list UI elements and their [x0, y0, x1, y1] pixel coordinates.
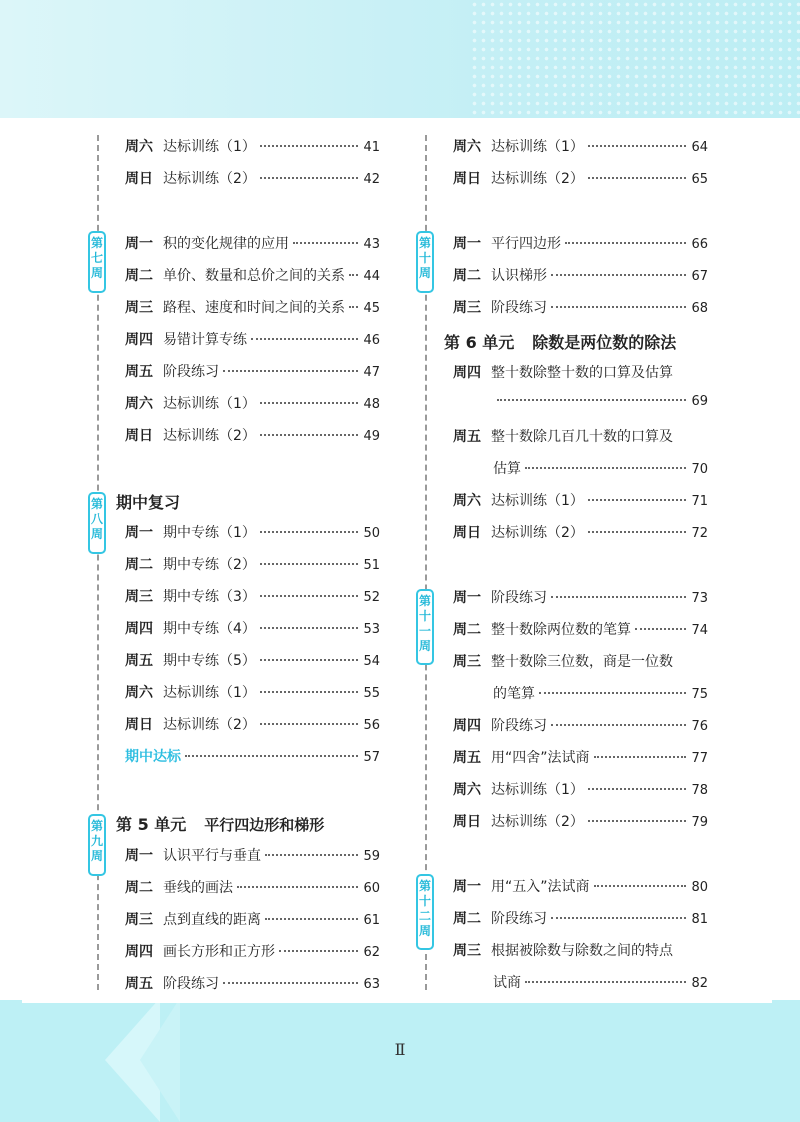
dot-leader [279, 950, 358, 952]
entry-title: 达标训练（2） [491, 171, 584, 187]
page-number: 50 [363, 526, 380, 541]
dot-leader [594, 756, 686, 758]
page-number: 81 [691, 912, 708, 927]
toc-row[interactable] [125, 522, 380, 542]
entry-title: 积的变化规律的应用 [163, 236, 289, 252]
day-label: 周二 [453, 268, 481, 284]
dot-leader [525, 467, 686, 469]
unit-number: 第 5 单元 [116, 815, 187, 834]
page-number: 57 [363, 750, 380, 765]
toc-row[interactable] [453, 168, 708, 188]
page-number: 75 [691, 687, 708, 702]
page-number: 41 [363, 140, 380, 155]
dot-leader [588, 499, 686, 501]
day-label: 周五 [125, 364, 153, 380]
dot-leader [260, 723, 358, 725]
dot-leader [260, 691, 358, 693]
day-label: 周一 [125, 848, 153, 864]
toc-row[interactable] [453, 908, 708, 928]
day-label: 周二 [125, 268, 153, 284]
page-number: 49 [363, 429, 380, 444]
page-number: 52 [363, 590, 380, 605]
page-number: 69 [691, 394, 708, 409]
page-number: 48 [363, 397, 380, 412]
page-number: 82 [691, 976, 708, 991]
page-number: 54 [363, 654, 380, 669]
entry-title: 单价、数量和总价之间的关系 [163, 268, 345, 284]
toc-row[interactable] [125, 845, 380, 865]
toc-row-midterm[interactable] [125, 746, 380, 766]
toc-row[interactable] [453, 490, 708, 510]
page-number: 60 [363, 881, 380, 896]
week-tag-7: 第七周 [88, 231, 106, 293]
entry-title: 点到直线的距离 [163, 912, 261, 928]
page-number: 42 [363, 172, 380, 187]
dot-leader [551, 306, 686, 308]
dot-leader [260, 563, 358, 565]
toc-row[interactable] [453, 265, 708, 285]
day-label: 周六 [125, 396, 153, 412]
day-label: 周一 [453, 236, 481, 252]
dot-leader [565, 242, 686, 244]
dot-leader [588, 820, 686, 822]
entry-title: 整十数除几百几十数的口算及 [491, 429, 673, 445]
entry-title: 达标训练（1） [163, 685, 256, 701]
week-tag-11: 第十一周 [416, 589, 434, 665]
day-label: 周日 [453, 814, 481, 830]
day-label: 周三 [125, 912, 153, 928]
page-number: 53 [363, 622, 380, 637]
day-label: 周五 [453, 750, 481, 766]
unit-number: 第 6 单元 [444, 333, 515, 352]
dot-leader [635, 628, 686, 630]
entry-title: 期中专练（5） [163, 653, 256, 669]
entry-title: 易错计算专练 [163, 332, 247, 348]
day-label: 周日 [453, 525, 481, 541]
day-label: 周二 [125, 880, 153, 896]
entry-title: 整十数除整十数的口算及估算 [491, 365, 673, 381]
entry-title: 画长方形和正方形 [163, 944, 275, 960]
day-label: 周五 [125, 976, 153, 992]
dot-leader [588, 177, 686, 179]
entry-title: 阶段练习 [163, 976, 219, 992]
page-number: 47 [363, 365, 380, 380]
day-label: 周六 [125, 139, 153, 155]
toc-row[interactable] [125, 682, 380, 702]
page-number: 63 [363, 977, 380, 992]
entry-title: 达标训练（2） [163, 171, 256, 187]
page-number: 72 [691, 526, 708, 541]
unit-name: 平行四边形和梯形 [204, 816, 325, 834]
day-label: 周三 [453, 654, 481, 670]
page-number: 80 [691, 880, 708, 895]
page-number: 66 [691, 237, 708, 252]
page-number: 56 [363, 718, 380, 733]
dot-leader [260, 659, 358, 661]
day-label: 周六 [453, 493, 481, 509]
entry-title: 阶段练习 [491, 300, 547, 316]
toc-row[interactable] [125, 425, 380, 445]
dot-leader [539, 692, 686, 694]
page-number: 71 [691, 494, 708, 509]
day-label: 周日 [125, 717, 153, 733]
dot-leader [260, 595, 358, 597]
entry-title: 期中专练（1） [163, 525, 256, 541]
dot-leader [223, 982, 358, 984]
page-number: 43 [363, 237, 380, 252]
day-label: 周三 [453, 943, 481, 959]
entry-title: 达标训练（1） [491, 139, 584, 155]
day-label: 周日 [453, 171, 481, 187]
day-label: 周二 [125, 557, 153, 573]
page-number: 61 [363, 913, 380, 928]
dot-leader [260, 434, 358, 436]
dot-leader [349, 306, 358, 308]
page-number: 76 [691, 719, 708, 734]
page-number: 65 [691, 172, 708, 187]
day-label: 周三 [125, 300, 153, 316]
toc-row[interactable] [453, 426, 708, 446]
entry-title: 期中专练（4） [163, 621, 256, 637]
entry-title: 达标训练（2） [163, 717, 256, 733]
entry-title: 用“四舍”法试商 [491, 750, 590, 766]
dot-leader [588, 145, 686, 147]
day-label: 周一 [125, 525, 153, 541]
entry-title: 阶段练习 [491, 718, 547, 734]
page-number: 51 [363, 558, 380, 573]
entry-title: 达标训练（2） [491, 525, 584, 541]
day-label: 周一 [125, 236, 153, 252]
dot-leader [349, 274, 358, 276]
week-tag-8: 第八周 [88, 492, 106, 554]
toc-row[interactable] [453, 362, 708, 382]
day-label: 周四 [125, 944, 153, 960]
page-number: 73 [691, 591, 708, 606]
toc-row[interactable] [125, 650, 380, 670]
toc-row[interactable] [125, 941, 380, 961]
dot-leader [223, 370, 358, 372]
entry-title: 路程、速度和时间之间的关系 [163, 300, 345, 316]
entry-title: 期中达标 [125, 749, 181, 765]
toc-row[interactable] [453, 779, 708, 799]
page-number: 59 [363, 849, 380, 864]
dot-leader [265, 918, 358, 920]
toc-row[interactable] [125, 393, 380, 413]
toc-row[interactable] [453, 587, 708, 607]
chevron-decoration-icon [140, 998, 180, 1122]
section-heading: 期中复习 [116, 493, 181, 512]
toc-row[interactable] [125, 265, 380, 285]
toc-row[interactable] [453, 136, 708, 156]
entry-title: 整十数除三位数，商是一位数 [491, 654, 673, 670]
toc-row[interactable] [125, 329, 380, 349]
toc-row-continuation[interactable] [493, 394, 708, 409]
dot-leader [265, 854, 358, 856]
day-label: 周六 [125, 685, 153, 701]
week-tag-12: 第十二周 [416, 874, 434, 950]
page-number: 79 [691, 815, 708, 830]
entry-title: 阶段练习 [491, 911, 547, 927]
entry-title: 用“五入”法试商 [491, 879, 590, 895]
toc-row[interactable] [453, 747, 708, 767]
dot-leader [260, 402, 358, 404]
entry-title: 认识梯形 [491, 268, 547, 284]
day-label: 周四 [125, 332, 153, 348]
dot-leader [237, 886, 358, 888]
entry-title: 期中专练（2） [163, 557, 256, 573]
unit-heading [116, 812, 324, 835]
day-label: 周二 [453, 622, 481, 638]
entry-title: 达标训练（1） [163, 396, 256, 412]
entry-title: 的笔算 [493, 686, 535, 702]
page-number: 64 [691, 140, 708, 155]
dot-leader [260, 531, 358, 533]
page-number: 46 [363, 333, 380, 348]
toc-row[interactable] [125, 361, 380, 381]
day-label: 周四 [453, 718, 481, 734]
dot-leader [293, 242, 358, 244]
toc-row[interactable] [453, 233, 708, 253]
page-number: 44 [363, 269, 380, 284]
page-number: 70 [691, 462, 708, 477]
day-label: 周六 [453, 782, 481, 798]
toc-row[interactable] [453, 297, 708, 317]
unit-name: 除数是两位数的除法 [532, 333, 677, 352]
day-label: 周日 [125, 428, 153, 444]
toc-row-continuation[interactable] [493, 683, 708, 703]
day-label: 周日 [125, 171, 153, 187]
dot-leader [260, 145, 358, 147]
toc-row-continuation[interactable] [493, 458, 708, 478]
dot-leader [525, 981, 686, 983]
entry-title: 阶段练习 [163, 364, 219, 380]
entry-title: 达标训练（1） [491, 782, 584, 798]
day-label: 周三 [453, 300, 481, 316]
entry-title: 垂线的画法 [163, 880, 233, 896]
toc-row[interactable] [125, 909, 380, 929]
dot-pattern [470, 0, 800, 118]
entry-title: 平行四边形 [491, 236, 561, 252]
day-label: 周四 [125, 621, 153, 637]
page-number: 62 [363, 945, 380, 960]
page-number: 78 [691, 783, 708, 798]
day-label: 周五 [453, 429, 481, 445]
entry-title: 阶段练习 [491, 590, 547, 606]
toc-row[interactable] [125, 618, 380, 638]
page-number: 45 [363, 301, 380, 316]
dot-leader [551, 724, 686, 726]
day-label: 周五 [125, 653, 153, 669]
unit-heading [444, 330, 676, 353]
toc-row[interactable] [453, 619, 708, 639]
dot-leader [551, 274, 686, 276]
page-number: 68 [691, 301, 708, 316]
toc-row[interactable] [453, 876, 708, 896]
dot-leader [251, 338, 358, 340]
entry-title: 达标训练（1） [491, 493, 584, 509]
page-number: 74 [691, 623, 708, 638]
entry-title: 达标训练（2） [163, 428, 256, 444]
toc-row[interactable] [125, 554, 380, 574]
entry-title: 试商 [493, 975, 521, 991]
dot-leader [551, 917, 686, 919]
toc-row[interactable] [453, 522, 708, 542]
toc-row-continuation[interactable] [493, 972, 708, 992]
dot-leader [594, 885, 686, 887]
day-label: 周三 [125, 589, 153, 605]
entry-title: 认识平行与垂直 [163, 848, 261, 864]
entry-title: 达标训练（1） [163, 139, 256, 155]
dot-leader [588, 531, 686, 533]
toc-row[interactable] [125, 714, 380, 734]
dot-leader [185, 755, 358, 757]
dot-leader [260, 177, 358, 179]
week-tag-10: 第十周 [416, 231, 434, 293]
toc-row[interactable] [125, 136, 380, 156]
day-label: 周四 [453, 365, 481, 381]
toc-row[interactable] [125, 586, 380, 606]
dot-leader [551, 596, 686, 598]
page-number: 67 [691, 269, 708, 284]
entry-title: 期中专练（3） [163, 589, 256, 605]
day-label: 周六 [453, 139, 481, 155]
page-number: 77 [691, 751, 708, 766]
week-tag-9: 第九周 [88, 814, 106, 876]
entry-title: 达标训练（2） [491, 814, 584, 830]
toc-row[interactable] [125, 168, 380, 188]
toc-row[interactable] [453, 811, 708, 831]
entry-title: 估算 [493, 461, 521, 477]
page-number: 55 [363, 686, 380, 701]
day-label: 周二 [453, 911, 481, 927]
toc-row[interactable] [453, 940, 708, 960]
toc-row[interactable] [453, 651, 708, 671]
day-label: 周一 [453, 879, 481, 895]
entry-title: 整十数除两位数的笔算 [491, 622, 631, 638]
dot-leader [497, 399, 686, 401]
toc-row[interactable] [453, 715, 708, 735]
page-number-footer: Ⅱ [394, 1040, 406, 1059]
dot-leader [260, 627, 358, 629]
toc-row[interactable] [125, 877, 380, 897]
day-label: 周一 [453, 590, 481, 606]
toc-row[interactable] [125, 973, 380, 993]
toc-row[interactable] [125, 297, 380, 317]
dot-leader [588, 788, 686, 790]
entry-title: 根据被除数与除数之间的特点 [491, 943, 673, 959]
header-band [0, 0, 800, 118]
toc-row[interactable] [125, 233, 380, 253]
